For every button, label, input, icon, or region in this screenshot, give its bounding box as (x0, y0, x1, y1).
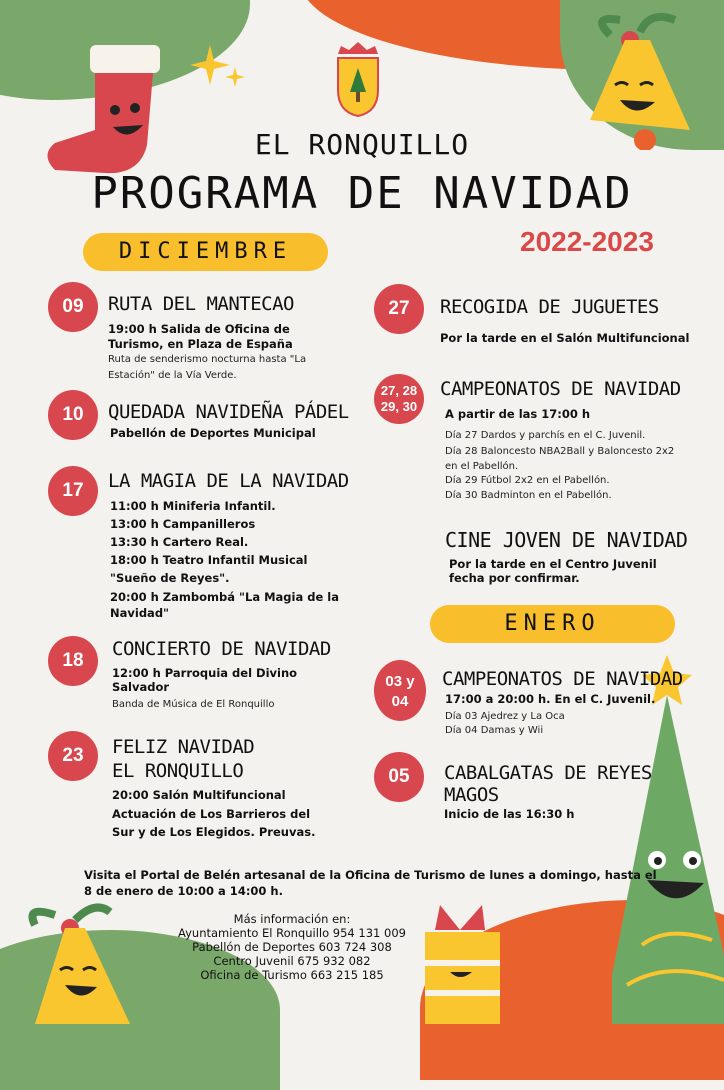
event-detail: Por la tarde en el Salón Multifuncional (440, 331, 690, 345)
portal-notice: Visita el Portal de Belén artesanal de la Oficina de Turismo de lunes a domingo, hasta el (84, 868, 657, 882)
month-december: DICIEMBRE (83, 233, 328, 271)
event-detail: Salvador (112, 680, 170, 694)
day-badge: 05 (374, 752, 424, 802)
event-title: RECOGIDA DE JUGUETES (440, 296, 659, 318)
day-badge (374, 374, 424, 424)
event-detail: Inicio de las 16:30 h (444, 807, 575, 821)
event-detail: 11:00 h Miniferia Infantil. (110, 499, 276, 513)
month-january: ENERO (430, 605, 675, 643)
day-badge-line2: 29, 30 (380, 399, 418, 414)
event-title-line2: EL RONQUILLO (112, 760, 244, 782)
event-detail: 20:00 Salón Multifuncional (112, 788, 286, 802)
bell-icon (25, 900, 135, 1024)
day-badge-line1: 03 y (385, 673, 415, 690)
christmas-tree-icon (612, 655, 724, 1024)
day-badge: 18 (48, 636, 98, 686)
star-icon (190, 45, 250, 95)
event-detail: Por la tarde en el Centro Juvenil (449, 557, 657, 571)
day-badge: 23 (48, 731, 98, 781)
event-title: FELIZ NAVIDAD (112, 736, 255, 758)
event-title: CAMPEONATOS DE NAVIDAD (442, 668, 683, 690)
event-note: Ruta de senderismo nocturna hasta "La (108, 354, 307, 365)
event-detail: 17:00 a 20:00 h. En el C. Juvenil. (445, 692, 656, 706)
gift-icon (420, 900, 505, 1024)
day-badge (374, 660, 426, 721)
event-note: Día 29 Fútbol 2x2 en el Pabellón. (445, 475, 610, 486)
event-detail: 12:00 h Parroquia del Divino (112, 666, 298, 680)
event-title: CINE JOVEN DE NAVIDAD (445, 528, 688, 552)
event-detail: Actuación de Los Barrieros del (112, 807, 311, 821)
page-title: PROGRAMA DE NAVIDAD (91, 168, 633, 219)
event-detail: Pabellón de Deportes Municipal (110, 426, 316, 440)
event-title: CABALGATAS DE REYES (444, 762, 652, 784)
day-badge-line2: 04 (391, 693, 409, 710)
day-badge: 09 (48, 282, 98, 332)
event-detail: "Sueño de Reyes". (110, 571, 230, 585)
event-detail: fecha por confirmar. (449, 571, 580, 585)
event-title: RUTA DEL MANTECAO (108, 293, 294, 315)
info-title: Más información en: (233, 912, 351, 926)
event-note: Día 30 Badminton en el Pabellón. (445, 490, 612, 501)
years-label: 2022-2023 (520, 226, 654, 257)
coat-of-arms-icon (333, 40, 383, 118)
event-note: Día 04 Damas y Wii (445, 725, 544, 736)
contact-line: Pabellón de Deportes 603 724 308 (192, 940, 392, 954)
contact-line: Centro Juvenil 675 932 082 (213, 954, 371, 968)
event-detail: 13:30 h Cartero Real. (110, 535, 249, 549)
day-badge: 27 (374, 284, 424, 334)
event-detail: 13:00 h Campanilleros (110, 517, 256, 531)
event-note: Banda de Música de El Ronquillo (112, 699, 275, 710)
event-note: Día 28 Baloncesto NBA2Ball y Baloncesto 2x2 (445, 446, 675, 457)
event-title: LA MAGIA DE LA NAVIDAD (108, 470, 349, 492)
portal-notice-line2: 8 de enero de 10:00 a 14:00 h. (84, 884, 283, 898)
event-title: CONCIERTO DE NAVIDAD (112, 638, 331, 660)
event-note: Día 03 Ajedrez y La Oca (445, 711, 565, 722)
event-detail: Turismo, en Plaza de España (108, 337, 293, 351)
event-detail: 20:00 h Zambombá "La Magia de la (110, 590, 339, 604)
event-detail: Navidad" (110, 606, 170, 620)
event-detail: Sur y de Los Elegidos. Preuvas. (112, 825, 316, 839)
event-note: Estación" de la Vía Verde. (108, 370, 237, 381)
event-title-line2: MAGOS (444, 784, 499, 806)
town-name: EL RONQUILLO (254, 128, 470, 161)
contact-line: Oficina de Turismo 663 215 185 (200, 968, 384, 982)
event-detail: A partir de las 17:00 h (445, 407, 591, 421)
event-note: en el Pabellón. (445, 461, 519, 472)
event-detail: 18:00 h Teatro Infantil Musical (110, 553, 308, 567)
event-detail: 19:00 h Salida de Oficina de (108, 322, 290, 336)
event-title: CAMPEONATOS DE NAVIDAD (440, 378, 681, 400)
event-note: Día 27 Dardos y parchís en el C. Juvenil. (445, 430, 646, 441)
event-title: QUEDADA NAVIDEÑA PÁDEL (108, 401, 349, 423)
day-badge: 10 (48, 390, 98, 440)
day-badge: 17 (48, 466, 98, 516)
day-badge-line1: 27, 28 (380, 383, 418, 398)
contact-line: Ayuntamiento El Ronquillo 954 131 009 (178, 926, 406, 940)
